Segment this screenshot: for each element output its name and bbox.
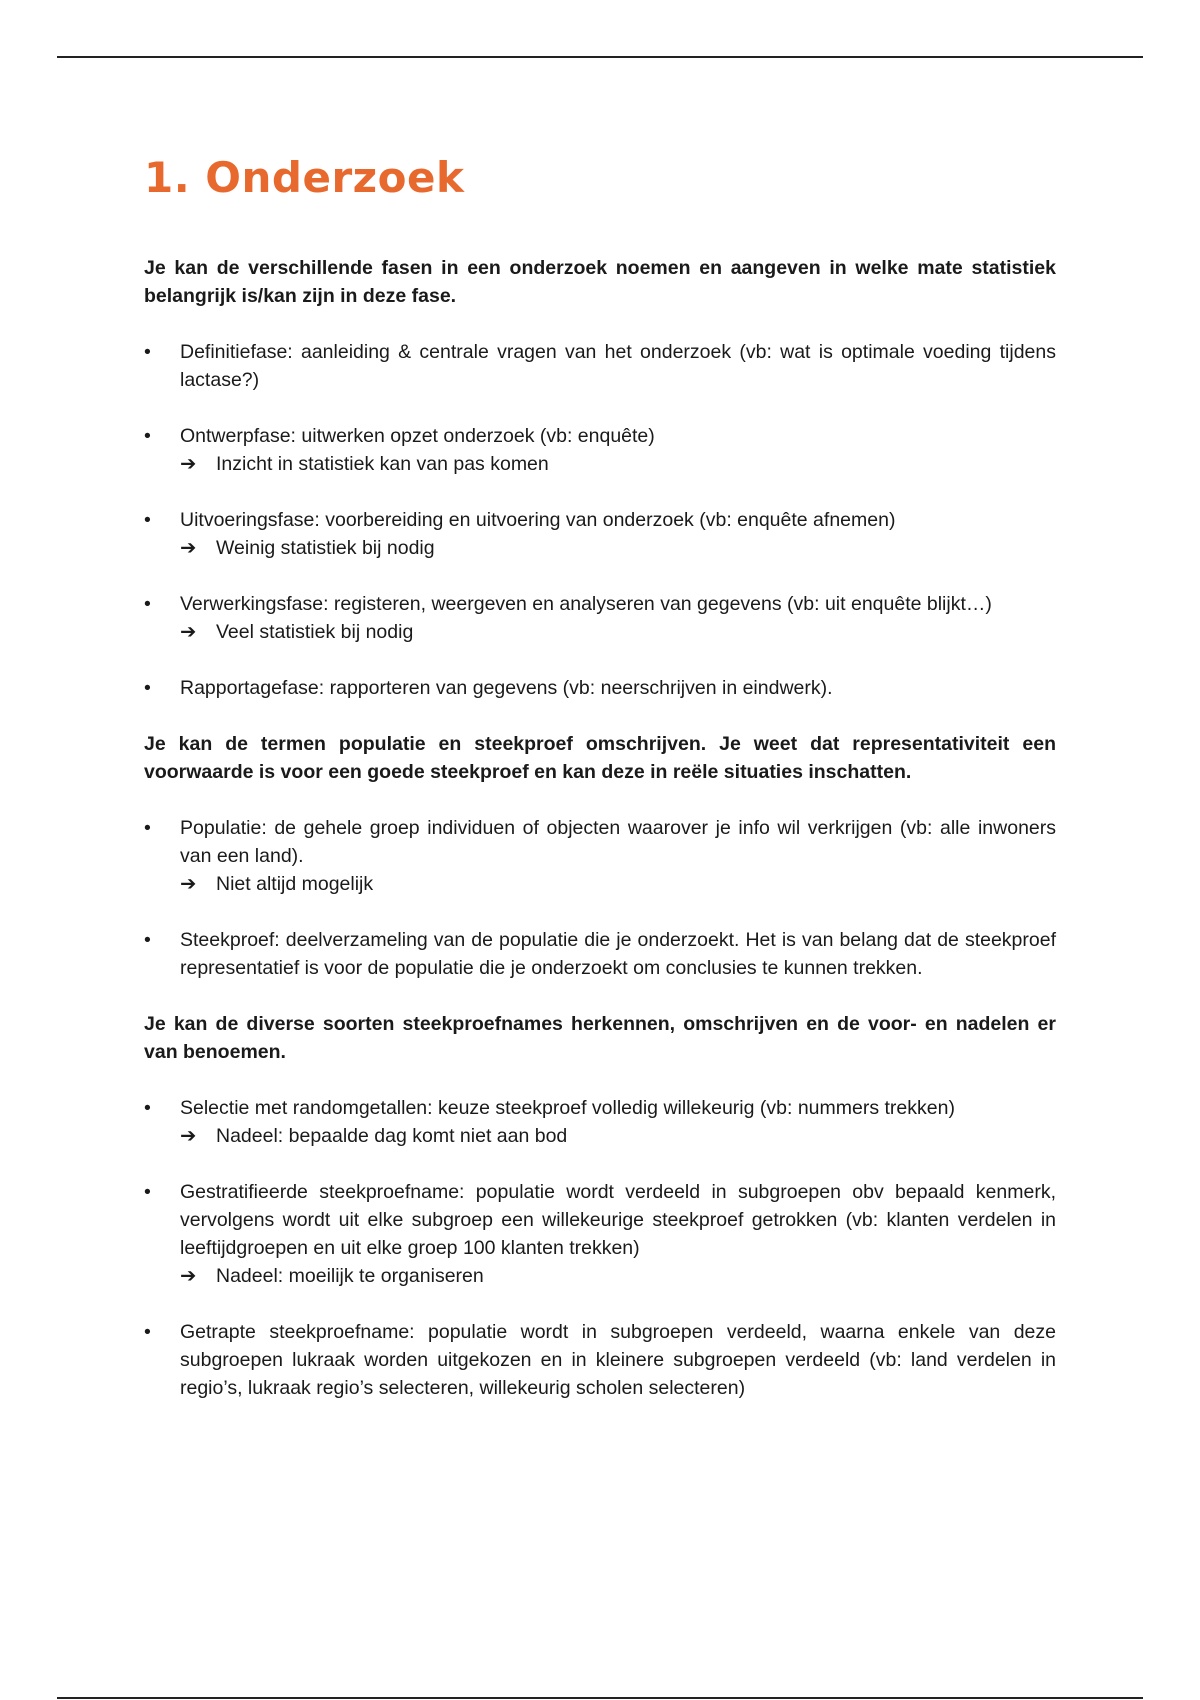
note-text: Veel statistiek bij nodig: [216, 621, 414, 643]
note-text: Inzicht in statistiek kan van pas komen: [216, 453, 549, 475]
bullet-icon: •: [144, 341, 151, 363]
item-text: Getrapte steekproefname: populatie wordt in subgroepen verdeeld, waarna enkele van deze subgroepen lukraak worden uitgekozen en in kleinere subgroepen verdeeld (vb: land verdelen in regio’s, lukraak regio’s selecteren, willekeurig scholen selecteren): [180, 1321, 1056, 1399]
list-item: [144, 814, 1056, 898]
list-item: [144, 1178, 1056, 1290]
bullet-list: [144, 338, 1056, 702]
item-text: Selectie met randomgetallen: keuze steekproef volledig willekeurig (vb: nummers trekken): [180, 1097, 955, 1119]
list-item: [144, 506, 1056, 562]
arrow-right-icon: ➔: [180, 537, 197, 559]
bullet-icon: •: [144, 817, 151, 839]
list-item: [144, 590, 1056, 646]
note-text: Nadeel: bepaalde dag komt niet aan bod: [216, 1125, 568, 1147]
item-text: Rapportagefase: rapporteren van gegevens (vb: neerschrijven in eindwerk).: [180, 677, 833, 699]
bullet-icon: •: [144, 677, 151, 699]
section-heading: Je kan de diverse soorten steekproefnames herkennen, omschrijven en de voor- en nadelen er van benoemen.: [144, 1013, 1056, 1063]
item-note: [180, 870, 1056, 898]
item-note: [180, 1122, 1056, 1150]
bullet-icon: •: [144, 593, 151, 615]
list-item: [144, 926, 1056, 982]
item-text: Verwerkingsfase: registeren, weergeven en analyseren van gegevens (vb: uit enquête blijkt…): [180, 593, 992, 615]
arrow-right-icon: ➔: [180, 1125, 197, 1147]
item-text: Definitiefase: aanleiding & centrale vragen van het onderzoek (vb: wat is optimale voeding tijdens lactase?): [180, 341, 1056, 391]
item-text: Populatie: de gehele groep individuen of objecten waarover je info wil verkrijgen (vb: alle inwoners van een land).: [180, 817, 1056, 867]
bottom-rule: [57, 1697, 1143, 1699]
note-text: Weinig statistiek bij nodig: [216, 537, 435, 559]
bullet-icon: •: [144, 1181, 151, 1203]
bullet-icon: •: [144, 929, 151, 951]
note-text: Nadeel: moeilijk te organiseren: [216, 1265, 484, 1287]
item-note: [180, 534, 1056, 562]
list-item: [144, 1094, 1056, 1150]
section-heading: Je kan de verschillende fasen in een onderzoek noemen en aangeven in welke mate statistiek belangrijk is/kan zijn in deze fase.: [144, 257, 1056, 307]
item-note: [180, 1262, 1056, 1290]
item-note: [180, 618, 1056, 646]
top-rule: [57, 56, 1143, 58]
bullet-icon: •: [144, 1321, 151, 1343]
note-text: Niet altijd mogelijk: [216, 873, 374, 895]
arrow-right-icon: ➔: [180, 873, 197, 895]
item-text: Gestratifieerde steekproefname: populatie wordt verdeeld in subgroepen obv bepaald kenmerk, vervolgens wordt uit elke subgroep een willekeurige steekproef getrokken (vb: klanten verdelen in leeftijdgroepen en uit elke groep 100 klanten trekken): [180, 1181, 1056, 1259]
list-item: [144, 422, 1056, 478]
bullet-list: [144, 1094, 1056, 1402]
bullet-list: [144, 814, 1056, 982]
page-title: 1. Onderzoek: [144, 153, 465, 202]
arrow-right-icon: ➔: [180, 453, 197, 475]
bullet-icon: •: [144, 425, 151, 447]
section-heading: Je kan de termen populatie en steekproef omschrijven. Je weet dat representativiteit een voorwaarde is voor een goede steekproef en kan deze in reële situaties inschatten.: [144, 733, 1056, 783]
document-body: [144, 150, 1056, 1402]
item-note: [180, 450, 1056, 478]
arrow-right-icon: ➔: [180, 621, 197, 643]
list-item: [144, 674, 1056, 702]
arrow-right-icon: ➔: [180, 1265, 197, 1287]
bullet-icon: •: [144, 509, 151, 531]
list-item: [144, 338, 1056, 394]
item-text: Ontwerpfase: uitwerken opzet onderzoek (vb: enquête): [180, 425, 655, 447]
bullet-icon: •: [144, 1097, 151, 1119]
item-text: Steekproef: deelverzameling van de populatie die je onderzoekt. Het is van belang dat de steekproef representatief is voor de populatie die je onderzoekt om conclusies te kunnen trekken.: [180, 929, 1056, 979]
list-item: [144, 1318, 1056, 1402]
item-text: Uitvoeringsfase: voorbereiding en uitvoering van onderzoek (vb: enquête afnemen): [180, 509, 896, 531]
